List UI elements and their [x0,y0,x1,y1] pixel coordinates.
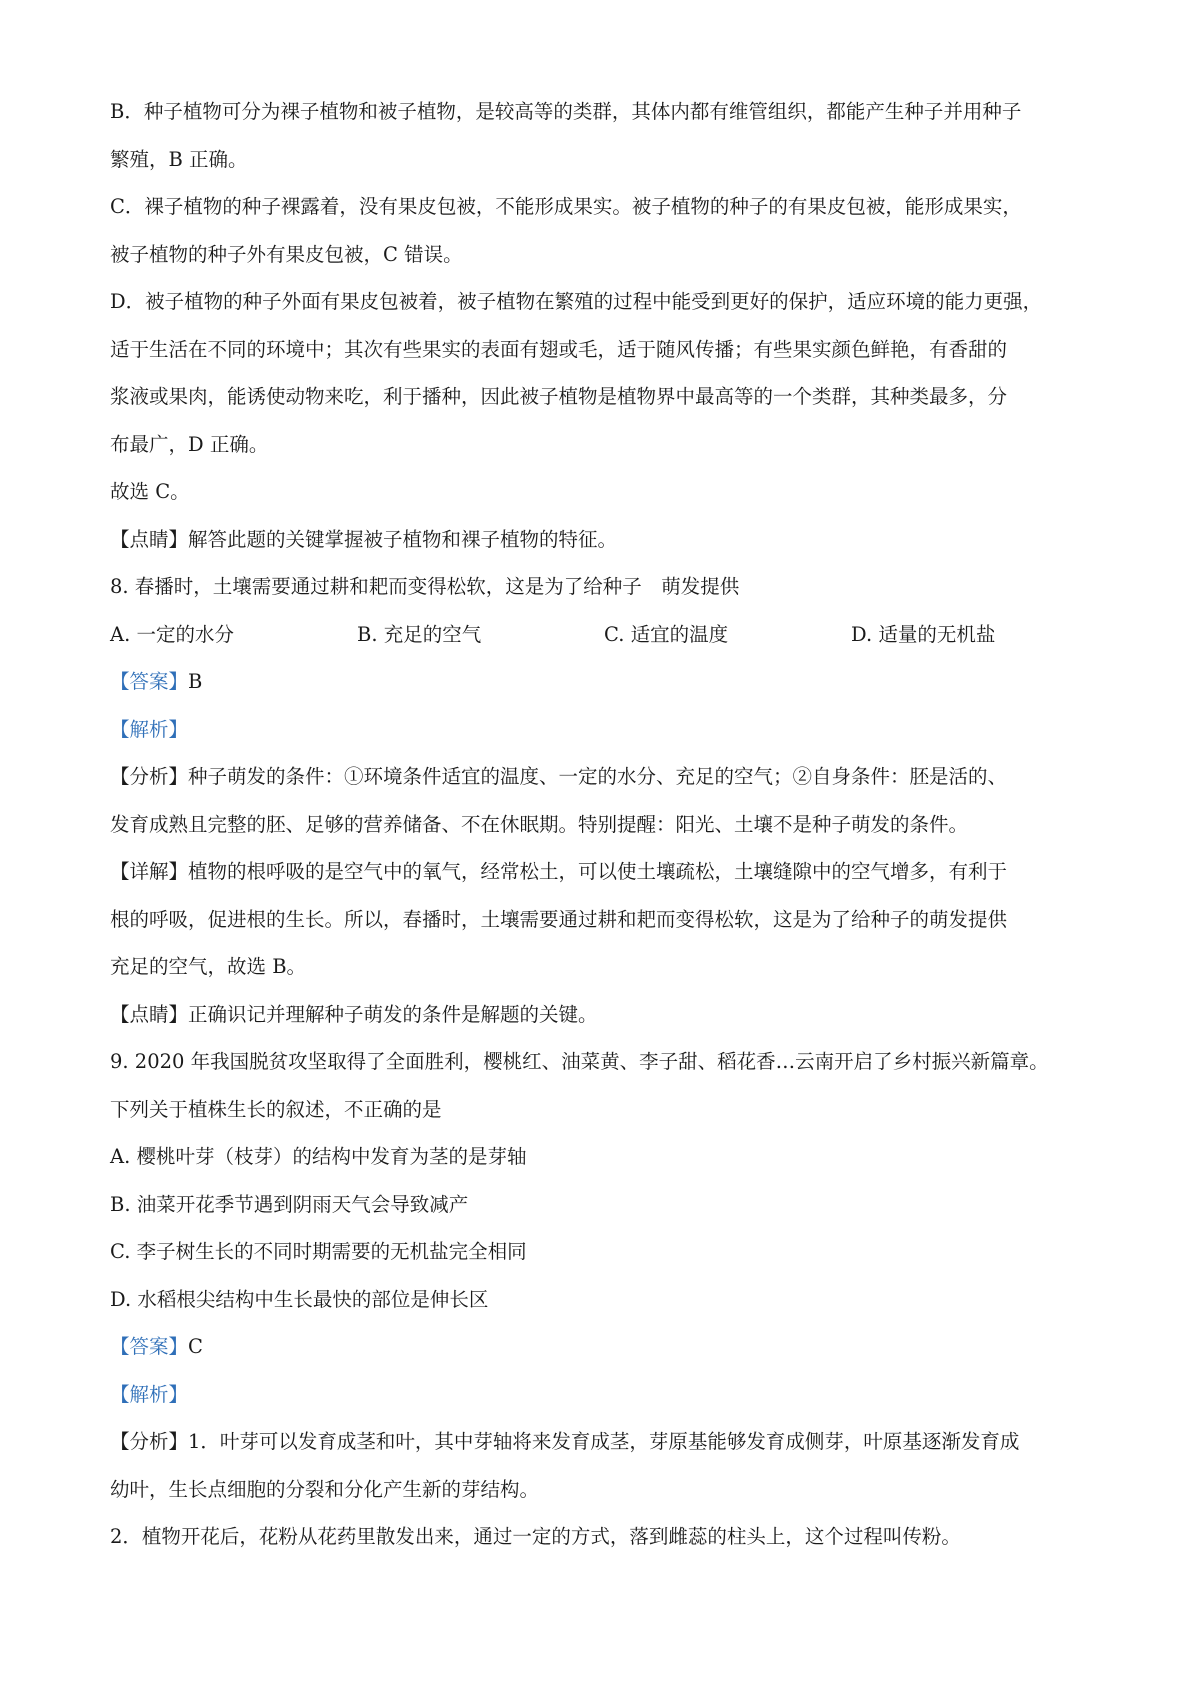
text-line: 【分析】1．叶芽可以发育成茎和叶，其中芽轴将来发育成茎，芽原基能够发育成侧芽，叶原基逐渐发育成 [110,1430,1020,1453]
option-a: A. 樱桃叶芽（枝芽）的结构中发育为茎的是芽轴 [110,1145,527,1168]
option-d: D. 水稻根尖结构中生长最快的部位是伸长区 [110,1287,489,1311]
answer-line [110,658,1100,706]
text-line: 【详解】植物的根呼吸的是空气中的氧气，经常松土，可以使土壤疏松，土壤缝隙中的空气增多，有利于 [110,860,1008,883]
text-line: 繁殖，B 正确。 [110,147,248,171]
option-c: C. 李子树生长的不同时期需要的无机盐完全相同 [110,1240,527,1263]
question-8 [110,563,1100,1038]
text-line: 发育成熟且完整的胚、足够的营养储备、不在休眠期。特别提醒：阳光、土壤不是种子萌发的条件。 [110,812,969,836]
text-line: C．裸子植物的种子裸露着，没有果皮包被，不能形成果实。被子植物的种子的有果皮包被，能形成果实， [110,195,1022,218]
option-b: B. 充足的空气 [357,622,482,646]
text-line: 布最广，D 正确。 [110,432,269,456]
text-line: B．种子植物可分为裸子植物和被子植物，是较高等的类群，其体内都有维管组织，都能产生种子并用种子 [110,100,1022,123]
question-stem: 8. 春播时，土壤需要通过耕和耙而变得松软，这是为了给种子 萌发提供 [110,575,740,598]
text-line: 适于生活在不同的环境中；其次有些果实的表面有翅或毛，适于随风传播；有些果实颜色鲜艳，有香甜的 [110,337,1008,361]
question-stem: 下列关于植株生长的叙述，不正确的是 [110,1097,442,1121]
text-line: D．被子植物的种子外面有果皮包被着，被子植物在繁殖的过程中能受到更好的保护，适应环境的能力更强， [110,290,1043,313]
text-line: 幼叶，生长点细胞的分裂和分化产生新的芽结构。 [110,1477,540,1501]
option-c: C. 适宜的温度 [604,622,729,646]
text-line: 被子植物的种子外有果皮包被，C 错误。 [110,242,463,266]
analysis-tag: 【解析】 [110,717,189,741]
answer-value: B [188,670,203,693]
text-line: 充足的空气，故选 B。 [110,955,307,978]
question-stem: 9. 2020 年我国脱贫攻坚取得了全面胜利，樱桃红、油菜黄、李子甜、稻花香…云南开启了乡村振兴新篇章。 [110,1050,1049,1073]
answer-tag: 【答案】 [110,670,189,693]
text-line: 2．植物开花后，花粉从花药里散发出来，通过一定的方式，落到雌蕊的柱头上，这个过程叫传粉。 [110,1525,961,1548]
options-row [110,611,1100,659]
option-a: A. 一定的水分 [110,622,234,646]
answer-value: C [188,1335,203,1358]
document-page [110,88,1100,1561]
text-line: 【分析】种子萌发的条件：①环境条件适宜的温度、一定的水分、充足的空气；②自身条件：胚是活的、 [110,765,1008,788]
option-d: D. 适量的无机盐 [851,622,996,646]
option-b: B. 油菜开花季节遇到阴雨天气会导致减产 [110,1192,469,1216]
question-9 [110,1038,1100,1561]
text-line: 根的呼吸，促进根的生长。所以，春播时，土壤需要通过耕和耙而变得松软，这是为了给种子的萌发提供 [110,907,1008,931]
answer-line [110,1323,1100,1371]
analysis-tag: 【解析】 [110,1382,189,1406]
explanation-q7-continued [110,88,1100,563]
text-line: 【点睛】正确识记并理解种子萌发的条件是解题的关键。 [110,1002,598,1026]
answer-tag: 【答案】 [110,1335,189,1358]
text-line: 【点睛】解答此题的关键掌握被子植物和裸子植物的特征。 [110,527,618,551]
text-line: 浆液或果肉，能诱使动物来吃，利于播种，因此被子植物是植物界中最高等的一个类群，其种类最多，分 [110,385,1008,408]
text-line: 故选 C。 [110,480,190,503]
